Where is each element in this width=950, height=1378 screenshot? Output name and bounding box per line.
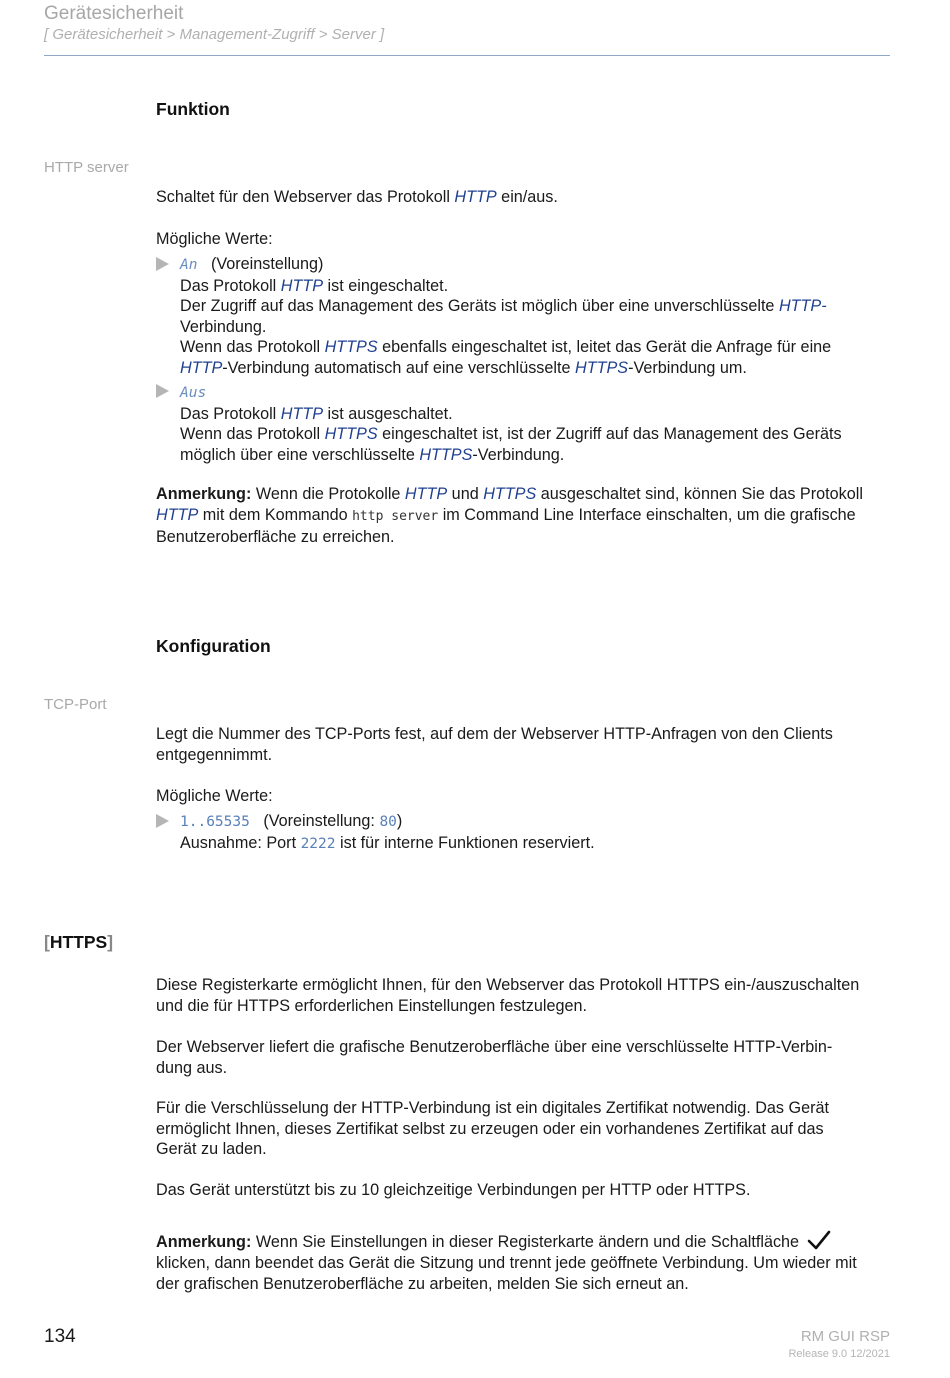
page-number: 134: [44, 1326, 76, 1347]
bullet-triangle-icon: [156, 257, 169, 271]
header-divider: [44, 55, 890, 56]
bullet-triangle-icon: [156, 384, 169, 398]
value-item-port-range: 1..65535 (Voreinstellung: 80) Ausnahme: Port 2222 ist für interne Funktionen reserviert.: [180, 812, 595, 852]
param-label-tcp-port: TCP-Port: [44, 696, 107, 713]
http-note: Anmerkung: Wenn die Protokolle HTTP und HTTPS ausgeschaltet sind, können Sie das Protokoll HTTP mit dem Kommando http server im Command Line Interface einschalten, um die grafische Benutzeroberfläche zu erreichen.: [156, 485, 863, 546]
value-item-off: Aus Das Protokoll HTTP ist ausgeschaltet. Wenn das Protokoll HTTPS eingeschaltet ist, ist der Zugriff auf das Management des Geräts möglich über eine verschlüsselte HTTPS-Verbindung.: [180, 385, 842, 464]
bullet-triangle-icon: [156, 814, 169, 828]
footer-document-name: RM GUI RSP: [800, 1328, 890, 1345]
footer-release: Release 9.0 12/2021: [788, 1348, 890, 1360]
possible-values-label: Mögliche Werte:: [156, 230, 273, 248]
possible-values-label: Mögliche Werte:: [156, 787, 273, 805]
https-intro: Diese Registerkarte ermöglicht Ihnen, für den Webserver das Protokoll HTTPS ein-/auszuschalten und die für HTTPS erforderlichen Einstellungen festzulegen.: [156, 976, 860, 1015]
param-label-http-server: HTTP server: [44, 159, 129, 176]
value-off: Aus: [180, 385, 207, 401]
page-header-title: Gerätesicherheit: [44, 3, 184, 24]
section-heading-konfiguration: Konfiguration: [156, 636, 271, 656]
value-item-on: An (Voreinstellung) Das Protokoll HTTP ist eingeschaltet. Der Zugriff auf das Management des Geräts ist möglich über eine unverschlüsselte HTTP- Verbindung. Wenn das Protokoll HTTPS ebenfalls eingeschaltet ist, leitet das Gerät die Anfrage für eine HTTP-Verbindung automatisch auf eine verschlüsselte HTTPS-Verbindung um.: [180, 255, 832, 377]
value-on: An: [180, 257, 198, 273]
http-server-description: Schaltet für den Webserver das Protokoll HTTP ein/aus.: [156, 188, 558, 206]
https-note: Anmerkung: Wenn Sie Einstellungen in dieser Registerkarte ändern und die Schaltfläche klicken, dann beendet das Gerät die Sitzung und trennt jede geöffnete Verbindung. Um wieder mit der grafischen Benutzeroberfläche zu arbeiten, melden Sie sich erneut an.: [156, 1229, 896, 1294]
cli-command: http server: [352, 508, 439, 524]
section-heading-funktion: Funktion: [156, 99, 230, 119]
https-paragraph-3: Für die Verschlüsselung der HTTP-Verbindung ist ein digitales Zertifikat notwendig. Das Gerät ermöglicht Ihnen, dieses Zertifikat selbst zu erzeugen oder ein vorhandenes Zertifikat auf das Gerät zu laden.: [156, 1099, 830, 1158]
breadcrumb: [ Gerätesicherheit > Management-Zugriff > Server ]: [44, 26, 385, 43]
https-paragraph-2: Der Webserver liefert die grafische Benutzeroberfläche über eine verschlüsselte HTTP-Verbin- dung aus.: [156, 1038, 833, 1077]
tab-title-https: [HTTPS]: [44, 932, 114, 952]
https-paragraph-4: Das Gerät unterstützt bis zu 10 gleichzeitige Verbindungen per HTTP oder HTTPS.: [156, 1181, 751, 1199]
port-range: 1..65535: [180, 814, 250, 830]
tcp-port-description: Legt die Nummer des TCP-Ports fest, auf dem der Webserver HTTP-Anfragen von den Clients entgegennimmt.: [156, 725, 833, 764]
